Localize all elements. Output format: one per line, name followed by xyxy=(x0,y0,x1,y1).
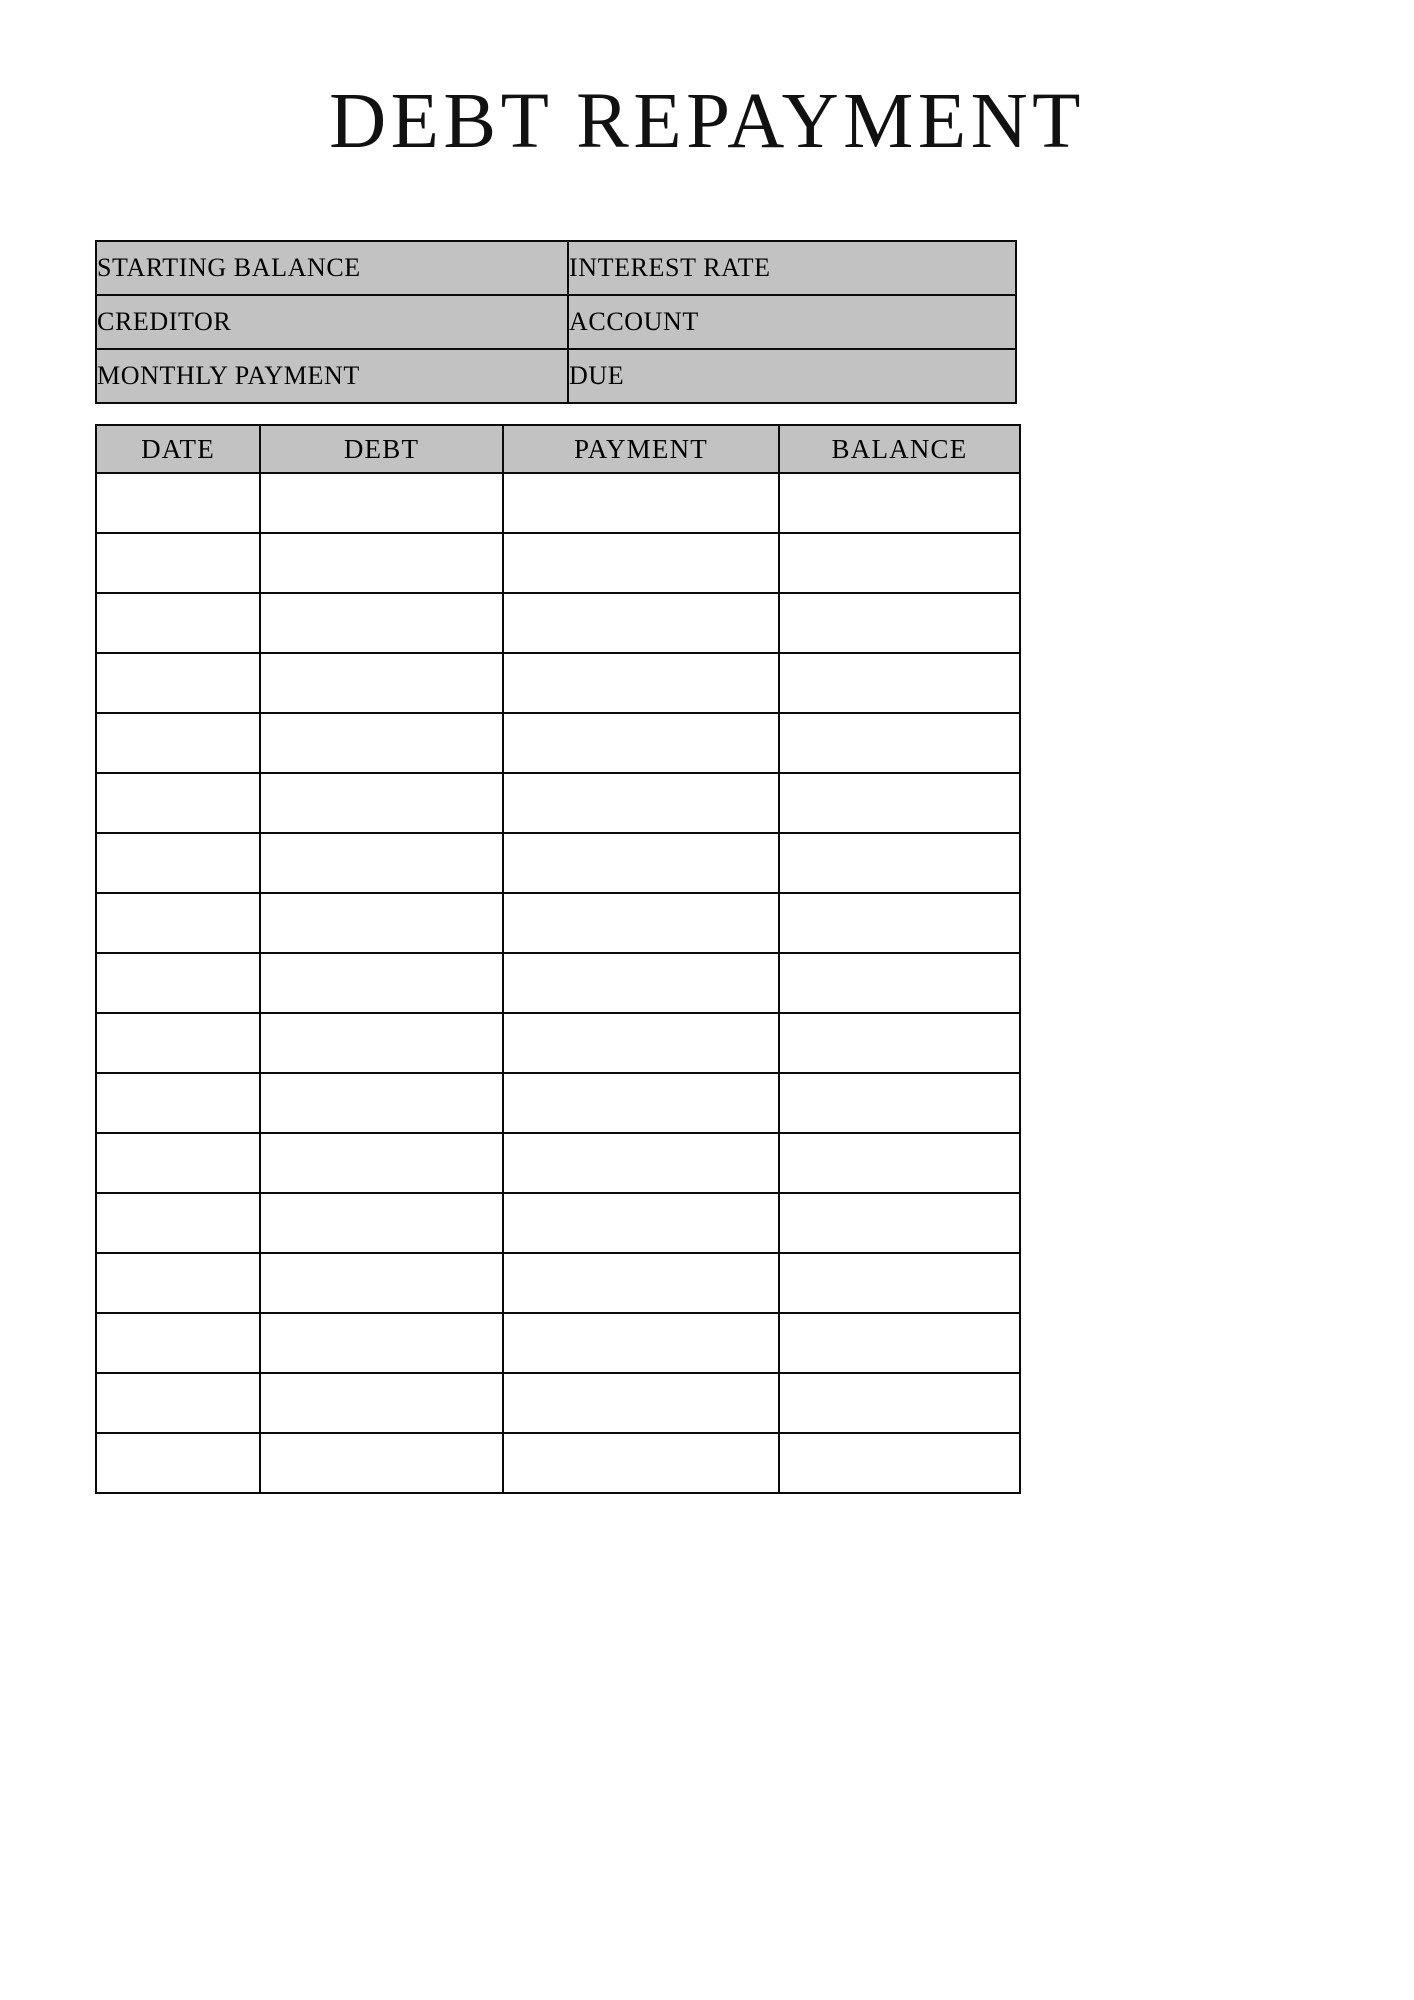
ledger-cell-payment[interactable] xyxy=(503,653,779,713)
ledger-cell-payment[interactable] xyxy=(503,1433,779,1493)
column-header-balance: BALANCE xyxy=(779,425,1020,473)
ledger-cell-balance[interactable] xyxy=(779,953,1020,1013)
table-row xyxy=(96,773,1020,833)
info-row-creditor xyxy=(96,295,1016,349)
ledger-cell-payment[interactable] xyxy=(503,473,779,533)
ledger-cell-balance[interactable] xyxy=(779,1073,1020,1133)
ledger-cell-debt[interactable] xyxy=(260,1433,503,1493)
ledger-cell-debt[interactable] xyxy=(260,1193,503,1253)
table-row xyxy=(96,1373,1020,1433)
ledger-cell-balance[interactable] xyxy=(779,713,1020,773)
ledger-cell-date[interactable] xyxy=(96,1193,260,1253)
ledger-cell-balance[interactable] xyxy=(779,1373,1020,1433)
ledger-cell-debt[interactable] xyxy=(260,1073,503,1133)
ledger-cell-date[interactable] xyxy=(96,1253,260,1313)
ledger-cell-date[interactable] xyxy=(96,1373,260,1433)
table-row xyxy=(96,953,1020,1013)
ledger-cell-balance[interactable] xyxy=(779,1253,1020,1313)
column-header-payment: PAYMENT xyxy=(503,425,779,473)
ledger-cell-balance[interactable] xyxy=(779,593,1020,653)
ledger-cell-payment[interactable] xyxy=(503,1253,779,1313)
ledger-cell-payment[interactable] xyxy=(503,833,779,893)
ledger-cell-balance[interactable] xyxy=(779,893,1020,953)
table-row xyxy=(96,833,1020,893)
table-row xyxy=(96,593,1020,653)
info-row-monthly-payment xyxy=(96,349,1016,403)
info-label-interest-rate[interactable]: INTEREST RATE xyxy=(568,241,1016,295)
page-title: DEBT REPAYMENT xyxy=(329,78,1085,165)
ledger-cell-payment[interactable] xyxy=(503,1073,779,1133)
table-row xyxy=(96,533,1020,593)
ledger-cell-debt[interactable] xyxy=(260,773,503,833)
ledger-cell-date[interactable] xyxy=(96,653,260,713)
ledger-cell-debt[interactable] xyxy=(260,1013,503,1073)
ledger-cell-debt[interactable] xyxy=(260,473,503,533)
table-row xyxy=(96,1193,1020,1253)
info-label-account[interactable]: ACCOUNT xyxy=(568,295,1016,349)
ledger-cell-balance[interactable] xyxy=(779,1193,1020,1253)
ledger-cell-date[interactable] xyxy=(96,1313,260,1373)
ledger-cell-debt[interactable] xyxy=(260,833,503,893)
debt-ledger-table xyxy=(95,424,1021,1494)
ledger-cell-balance[interactable] xyxy=(779,653,1020,713)
table-row xyxy=(96,713,1020,773)
table-row xyxy=(96,1313,1020,1373)
ledger-cell-date[interactable] xyxy=(96,473,260,533)
table-row xyxy=(96,1013,1020,1073)
ledger-cell-date[interactable] xyxy=(96,953,260,1013)
ledger-cell-debt[interactable] xyxy=(260,893,503,953)
ledger-cell-balance[interactable] xyxy=(779,1013,1020,1073)
ledger-cell-debt[interactable] xyxy=(260,1133,503,1193)
ledger-cell-debt[interactable] xyxy=(260,1373,503,1433)
ledger-cell-date[interactable] xyxy=(96,833,260,893)
ledger-cell-date[interactable] xyxy=(96,593,260,653)
ledger-cell-payment[interactable] xyxy=(503,1133,779,1193)
ledger-cell-payment[interactable] xyxy=(503,533,779,593)
ledger-cell-payment[interactable] xyxy=(503,713,779,773)
table-row xyxy=(96,1073,1020,1133)
ledger-cell-payment[interactable] xyxy=(503,773,779,833)
ledger-cell-debt[interactable] xyxy=(260,713,503,773)
ledger-cell-balance[interactable] xyxy=(779,473,1020,533)
column-header-debt: DEBT xyxy=(260,425,503,473)
ledger-cell-date[interactable] xyxy=(96,1013,260,1073)
info-label-due[interactable]: DUE xyxy=(568,349,1016,403)
ledger-body xyxy=(96,473,1020,1493)
info-label-starting-balance[interactable]: STARTING BALANCE xyxy=(96,241,568,295)
ledger-cell-balance[interactable] xyxy=(779,1133,1020,1193)
ledger-cell-payment[interactable] xyxy=(503,1013,779,1073)
ledger-cell-date[interactable] xyxy=(96,533,260,593)
ledger-cell-debt[interactable] xyxy=(260,653,503,713)
ledger-cell-debt[interactable] xyxy=(260,533,503,593)
ledger-cell-payment[interactable] xyxy=(503,1313,779,1373)
ledger-cell-balance[interactable] xyxy=(779,833,1020,893)
ledger-cell-balance[interactable] xyxy=(779,533,1020,593)
ledger-header xyxy=(96,425,1020,473)
ledger-cell-debt[interactable] xyxy=(260,953,503,1013)
account-info-block xyxy=(95,240,1017,404)
table-row xyxy=(96,653,1020,713)
ledger-header-row xyxy=(96,425,1020,473)
ledger-cell-date[interactable] xyxy=(96,1433,260,1493)
ledger-cell-balance[interactable] xyxy=(779,1313,1020,1373)
table-row xyxy=(96,893,1020,953)
ledger-cell-balance[interactable] xyxy=(779,1433,1020,1493)
ledger-cell-payment[interactable] xyxy=(503,1373,779,1433)
table-row xyxy=(96,1433,1020,1493)
table-row xyxy=(96,473,1020,533)
table-row xyxy=(96,1253,1020,1313)
ledger-cell-date[interactable] xyxy=(96,1133,260,1193)
ledger-cell-debt[interactable] xyxy=(260,1313,503,1373)
ledger-cell-date[interactable] xyxy=(96,713,260,773)
ledger-cell-payment[interactable] xyxy=(503,1193,779,1253)
ledger-cell-balance[interactable] xyxy=(779,773,1020,833)
info-row-starting-balance xyxy=(96,241,1016,295)
ledger-cell-payment[interactable] xyxy=(503,893,779,953)
ledger-cell-debt[interactable] xyxy=(260,593,503,653)
table-row xyxy=(96,1133,1020,1193)
info-label-monthly-payment[interactable]: MONTHLY PAYMENT xyxy=(96,349,568,403)
column-header-date: DATE xyxy=(96,425,260,473)
ledger-cell-date[interactable] xyxy=(96,893,260,953)
ledger-cell-payment[interactable] xyxy=(503,593,779,653)
ledger-cell-date[interactable] xyxy=(96,773,260,833)
info-label-creditor[interactable]: CREDITOR xyxy=(96,295,568,349)
account-info-body xyxy=(96,241,1016,403)
ledger-cell-debt[interactable] xyxy=(260,1253,503,1313)
ledger-cell-payment[interactable] xyxy=(503,953,779,1013)
ledger-cell-date[interactable] xyxy=(96,1073,260,1133)
